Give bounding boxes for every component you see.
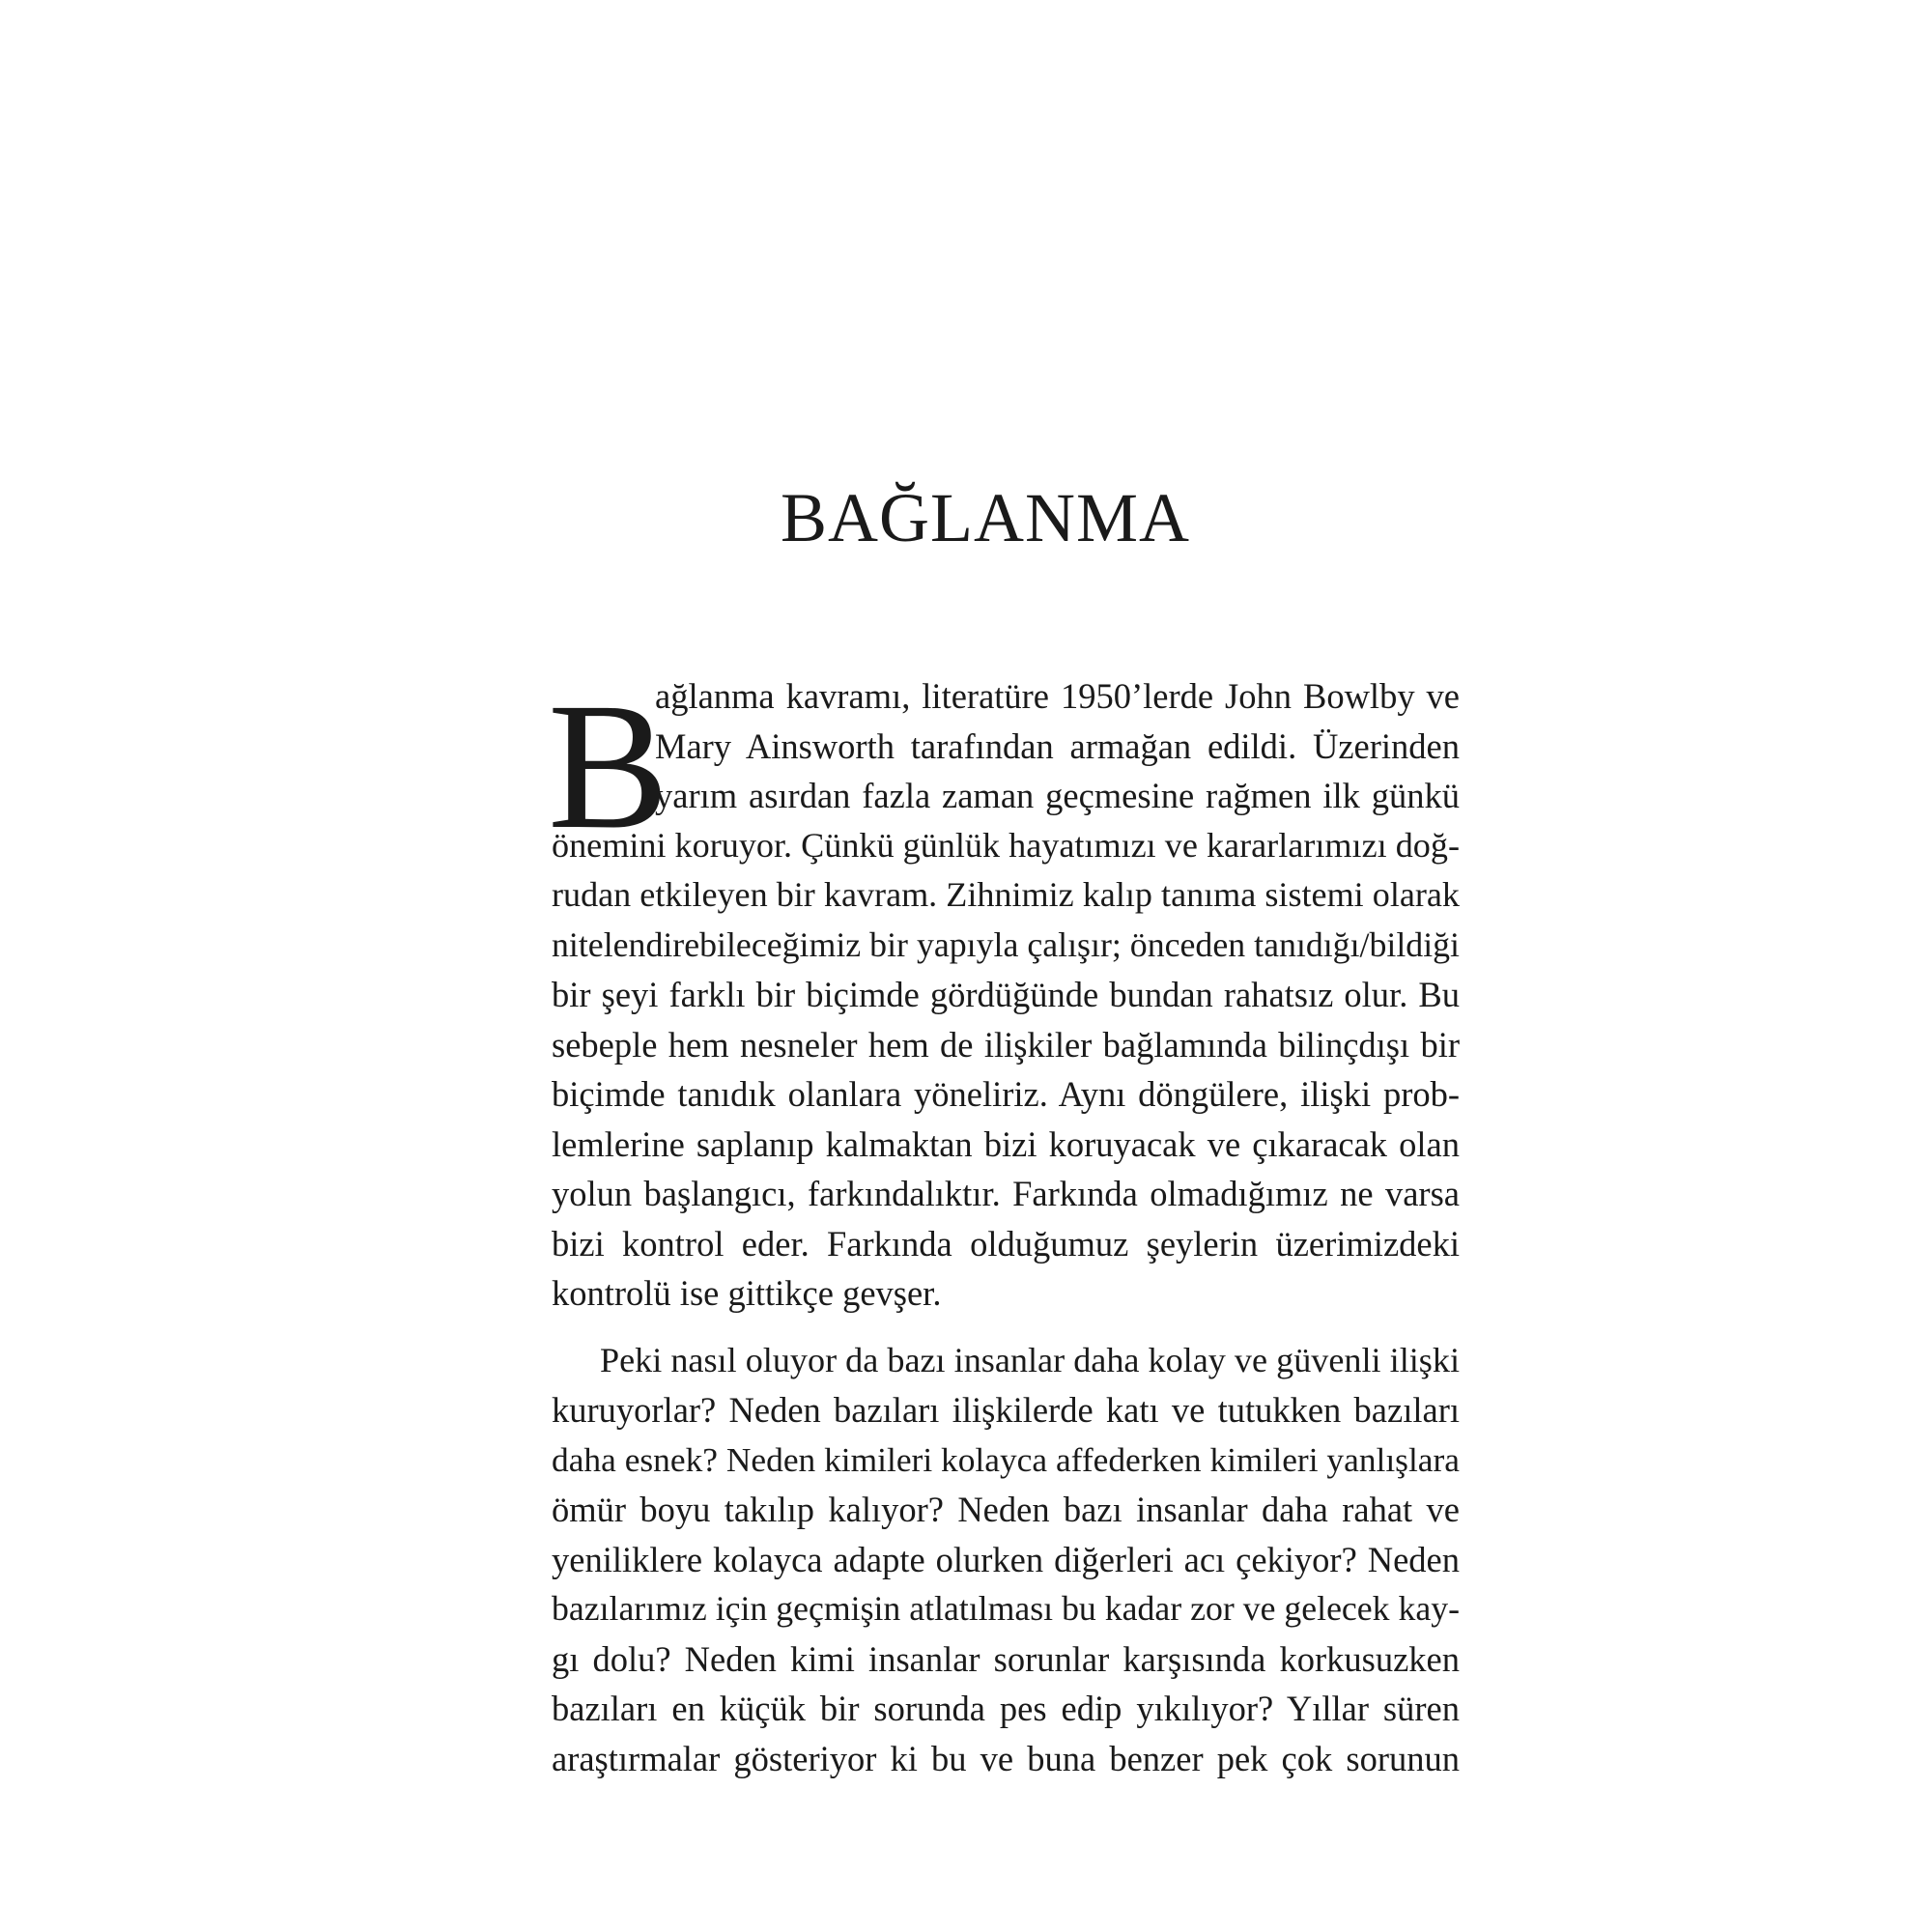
text-line: nitelendirebileceğimiz bir yapıyla çalışır; önceden tanıdığı/bildiği (552, 924, 1460, 964)
text-line: kontrolü ise gittikçe gevşer. (552, 1273, 942, 1313)
text-line: daha esnek? Neden kimileri kolayca affederken kimileri yanlışlara (552, 1439, 1460, 1479)
text-line: kuruyorlar? Neden bazıları ilişkilerde katı ve tutukken bazıları (552, 1390, 1460, 1430)
paragraph-2 (552, 1336, 1460, 1784)
text-line: önemini koruyor. Çünkü günlük hayatımızı ve kararlarımızı doğ- (552, 825, 1460, 865)
text-line: rudan etkileyen bir kavram. Zihnimiz kalıp tanıma sistemi olarak (552, 875, 1460, 914)
text-line: biçimde tanıdık olanlara yöneliriz. Aynı döngülere, ilişki prob- (552, 1074, 1460, 1114)
text-line: lemlerine saplanıp kalmaktan bizi koruyacak ve çıkaracak olan (552, 1123, 1460, 1164)
text-line: yarım asırdan fazla zaman geçmesine rağmen ilk günkü (655, 776, 1460, 815)
text-line: ömür boyu takılıp kalıyor? Neden bazı insanlar daha rahat ve (552, 1490, 1460, 1529)
text-line: araştırmalar gösteriyor ki bu ve buna benzer pek çok sorunun (552, 1738, 1460, 1778)
text-line: bazıları en küçük bir sorunda pes edip yıkılıyor? Yıllar süren (552, 1689, 1460, 1728)
text-line: bazılarımız için geçmişin atlatılması bu kadar zor ve gelecek kay- (552, 1589, 1460, 1628)
text-line: gı dolu? Neden kimi insanlar sorunlar karşısında korkusuzken (552, 1638, 1460, 1679)
body-text (548, 665, 1460, 1783)
text-line: yeniliklere kolayca adapte olurken diğerleri acı çekiyor? Neden (552, 1539, 1460, 1579)
text-line: yolun başlangıcı, farkındalıktır. Farkında olmadığımız ne varsa (552, 1174, 1460, 1213)
text-line: ağlanma kavramı, literatüre 1950’lerde John Bowlby ve (655, 676, 1460, 716)
text-line: Peki nasıl oluyor da bazı insanlar daha kolay ve güvenli ilişki (600, 1340, 1460, 1379)
text-line: sebeple hem nesneler hem de ilişkiler bağlamında bilinçdışı bir (552, 1024, 1460, 1065)
chapter-title: BAĞLANMA (780, 479, 1190, 556)
text-line: bir şeyi farklı bir biçimde gördüğünde bundan rahatsız olur. Bu (552, 975, 1460, 1014)
text-line: Mary Ainsworth tarafından armağan edildi. Üzerinden (655, 725, 1460, 766)
drop-cap: B (548, 665, 669, 867)
text-line: bizi kontrol eder. Farkında olduğumuz şeylerin üzerimizdeki (552, 1223, 1460, 1264)
paragraph-1 (548, 665, 1460, 1319)
